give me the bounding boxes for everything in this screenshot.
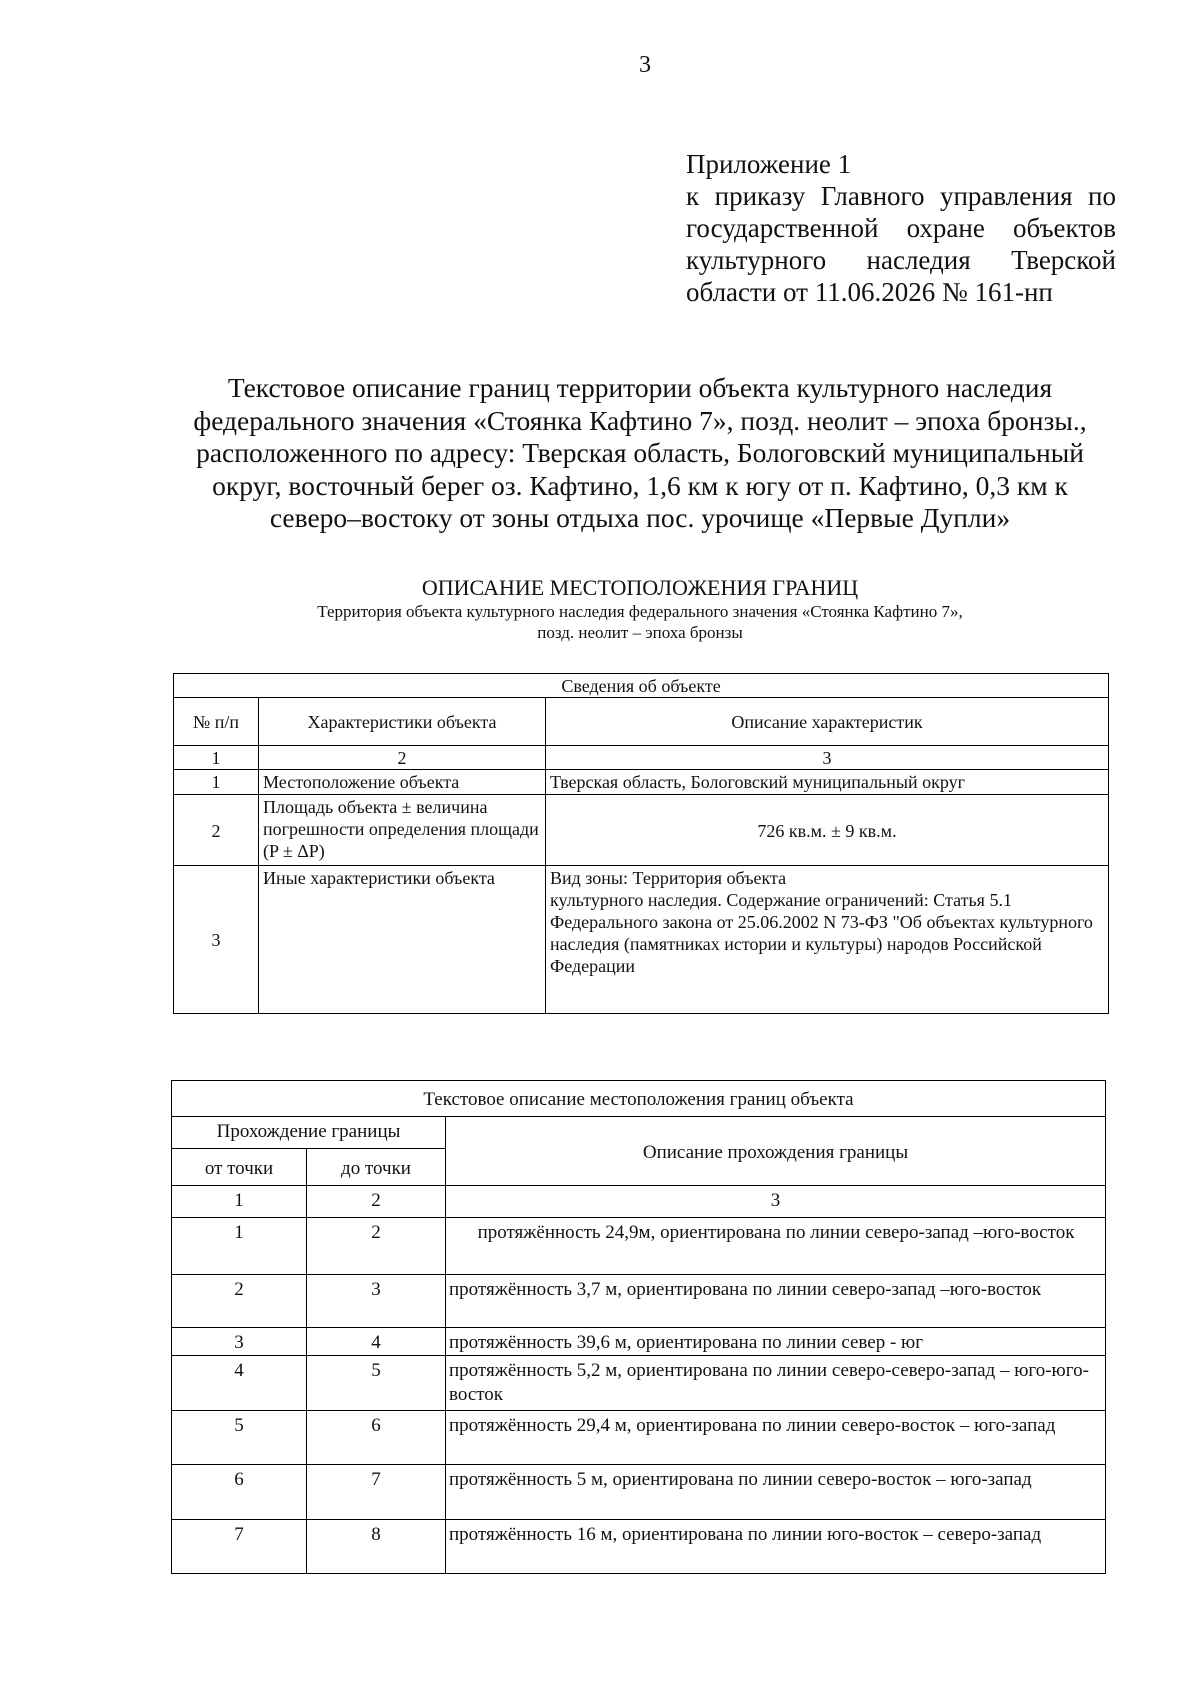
row-description: протяжённость 5,2 м, ориентирована по линии северо-северо-запад – юго-юго-восток [446, 1356, 1106, 1411]
row-description: протяжённость 5 м, ориентирована по линии северо-восток – юго-запад [446, 1465, 1106, 1520]
table-row [174, 795, 1109, 866]
title-line: Текстовое описание границ территории объекта культурного наследия [227, 372, 1053, 403]
annex-line: Приложение 1 [686, 149, 852, 179]
row-to: 7 [307, 1465, 446, 1520]
row-description: протяжённость 29,4 м, ориентирована по линии северо-восток – юго-запад [446, 1411, 1106, 1465]
table-row [174, 770, 1109, 795]
title-line: северо–востоку от зоны отдыха пос. урочище «Первые Дупли» [269, 502, 1011, 533]
annex-line: культурного наследия Тверской [686, 245, 1116, 275]
row-to: 3 [307, 1275, 446, 1328]
annex-line: области от 11.06.2026 № 161-нп [686, 277, 1053, 307]
table-row [172, 1411, 1106, 1465]
column-header-num: № п/п [174, 698, 259, 746]
row-to: 4 [307, 1328, 446, 1356]
column-number: 3 [446, 1186, 1106, 1218]
row-number: 1 [174, 770, 259, 795]
title-line: федерального значения «Стоянка Кафтино 7», позд. неолит – эпоха бронзы., [193, 404, 1087, 436]
table-row [172, 1465, 1106, 1520]
title-line: округ, восточный берег оз. Кафтино, 1,6 км к югу от п. Кафтино, 0,3 км к [212, 469, 1068, 501]
section-heading: ОПИСАНИЕ МЕСТОПОЛОЖЕНИЯ ГРАНИЦ [421, 575, 859, 600]
annex-line: к приказу Главного управления по [686, 181, 1116, 211]
row-from: 4 [172, 1356, 307, 1411]
row-description: протяжённость 3,7 м, ориентирована по линии северо-запад –юго-восток [446, 1275, 1106, 1328]
row-from: 7 [172, 1520, 307, 1574]
row-description: 726 кв.м. ± 9 кв.м. [546, 795, 1109, 866]
section-title [170, 574, 1110, 643]
row-from: 2 [172, 1275, 307, 1328]
annex-line: государственной охране объектов [686, 213, 1116, 243]
page-number: 3 [639, 52, 651, 78]
row-to: 2 [307, 1218, 446, 1275]
boundary-description-table [171, 1080, 1106, 1574]
table-row [172, 1275, 1106, 1328]
table-caption: Сведения об объекте [174, 674, 1109, 698]
section-subtitle-line: позд. неолит – эпоха бронзы [537, 623, 743, 642]
column-header-description: Описание характеристик [546, 698, 1109, 746]
table-row [172, 1520, 1106, 1574]
row-characteristic: Иные характеристики объекта [259, 866, 546, 1014]
column-header-passage: Прохождение границы [172, 1117, 446, 1149]
column-number: 2 [259, 746, 546, 770]
row-from: 3 [172, 1328, 307, 1356]
column-header-description: Описание прохождения границы [446, 1117, 1106, 1186]
section-subtitle-line: Территория объекта культурного наследия федерального значения «Стоянка Кафтино 7», [317, 602, 963, 621]
table-row [172, 1218, 1106, 1275]
column-number: 3 [546, 746, 1109, 770]
table-row [172, 1356, 1106, 1411]
column-number: 2 [307, 1186, 446, 1218]
row-number: 3 [174, 866, 259, 1014]
row-to: 8 [307, 1520, 446, 1574]
row-to: 5 [307, 1356, 446, 1411]
title-line: расположенного по адресу: Тверская область, Бологовский муниципальный [196, 437, 1084, 468]
row-from: 6 [172, 1465, 307, 1520]
row-description: протяжённость 24,9м, ориентирована по линии северо-запад –юго-восток [446, 1218, 1106, 1275]
row-description: протяжённость 16 м, ориентирована по линии юго-восток – северо-запад [446, 1520, 1106, 1574]
annex-header [686, 148, 1116, 308]
row-characteristic: Площадь объекта ± величина погрешности определения площади (P ± ΔP) [259, 795, 546, 866]
column-header-to: до точки [307, 1149, 446, 1186]
table-row [172, 1328, 1106, 1356]
table-caption: Текстовое описание местоположения границ объекта [172, 1081, 1106, 1117]
row-from: 5 [172, 1411, 307, 1465]
column-header-from: от точки [172, 1149, 307, 1186]
row-description: Тверская область, Бологовский муниципальный округ [546, 770, 1109, 795]
row-from: 1 [172, 1218, 307, 1275]
row-description: Вид зоны: Территория объекта культурного наследия. Содержание ограничений: Статья 5.1 Федерального закона от 25.06.2002 N 73-ФЗ "Об объектах культурного наследия (памятниках истории и культуры) народов Российской Федерации [546, 866, 1109, 1014]
column-header-characteristic: Характеристики объекта [259, 698, 546, 746]
object-info-table [173, 673, 1109, 1014]
row-characteristic: Местоположение объекта [259, 770, 546, 795]
row-description: протяжённость 39,6 м, ориентирована по линии север - юг [446, 1328, 1106, 1356]
row-number: 2 [174, 795, 259, 866]
column-number: 1 [174, 746, 259, 770]
table-row [174, 866, 1109, 1014]
column-number: 1 [172, 1186, 307, 1218]
row-to: 6 [307, 1411, 446, 1465]
document-title [160, 372, 1120, 535]
